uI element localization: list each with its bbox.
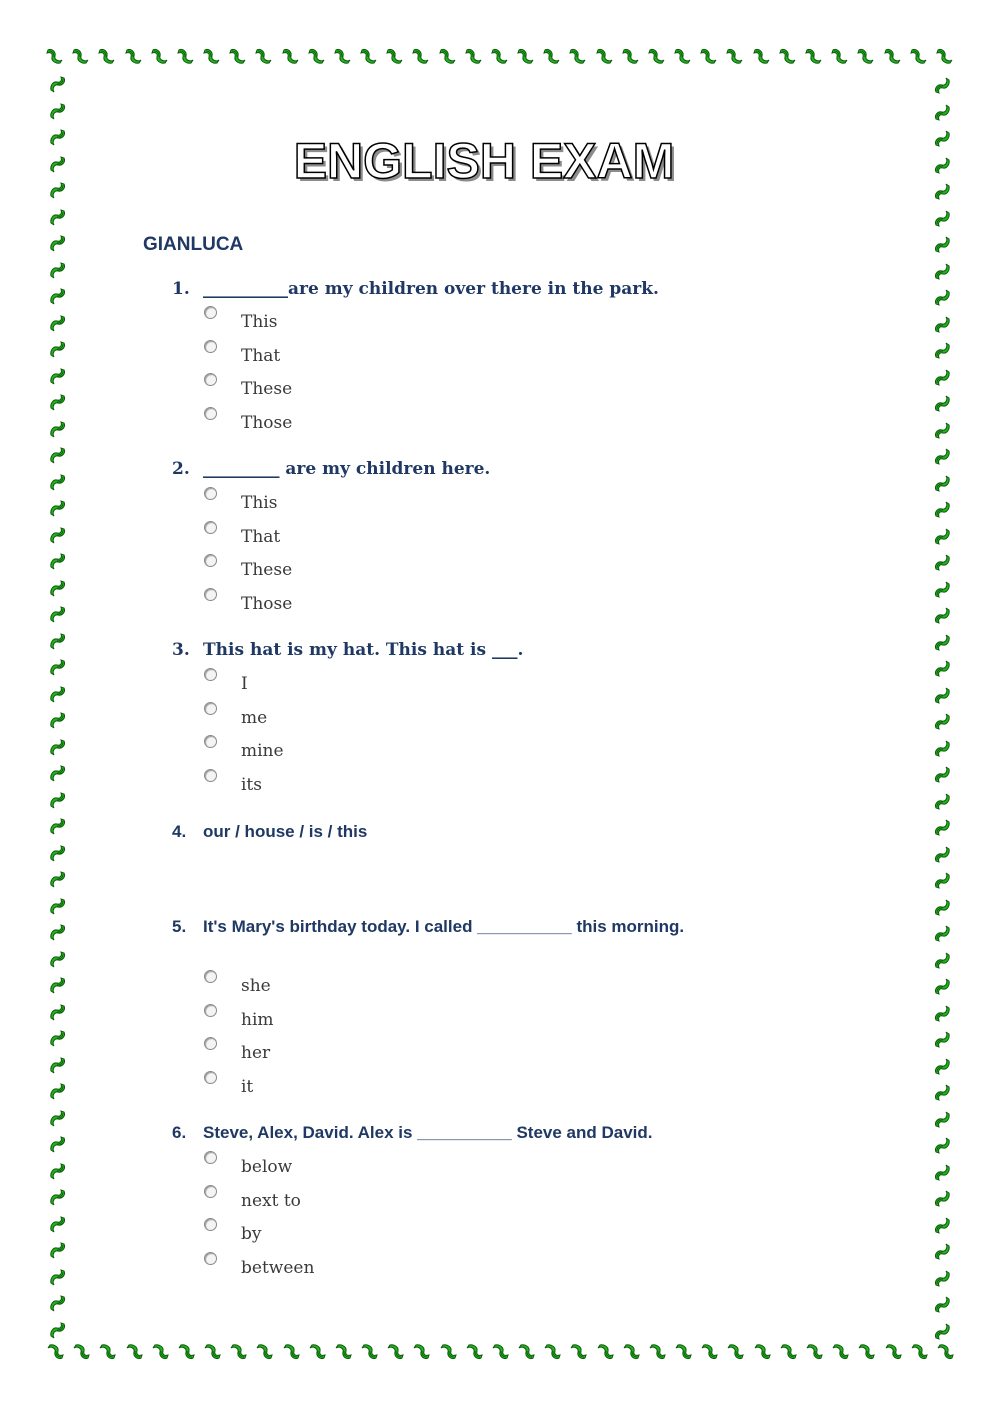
green-leaf-icon — [930, 737, 952, 759]
option-label: Those — [241, 412, 293, 433]
green-leaf-icon — [930, 1267, 952, 1289]
green-leaf-icon — [803, 1342, 825, 1364]
green-leaf-icon — [930, 1108, 952, 1130]
green-leaf-icon — [751, 44, 773, 66]
green-leaf-icon — [48, 339, 70, 361]
green-leaf-icon — [48, 790, 70, 812]
green-leaf-icon — [44, 44, 66, 66]
green-leaf-icon — [48, 1028, 70, 1050]
question-2 — [172, 459, 490, 479]
radio-button-icon[interactable] — [204, 1151, 217, 1164]
option-label: I — [241, 674, 248, 694]
green-leaf-icon — [410, 1342, 432, 1364]
green-leaf-icon — [930, 710, 952, 732]
green-leaf-icon — [930, 896, 952, 918]
question-3 — [172, 640, 523, 660]
green-leaf-icon — [48, 260, 70, 282]
green-leaf-icon — [930, 551, 952, 573]
question-number: 2. — [172, 459, 190, 479]
green-leaf-icon — [930, 949, 952, 971]
green-leaf-icon — [646, 1342, 668, 1364]
question-text: Steve, Alex, David. Alex is __________ Steve and David. — [203, 1123, 653, 1142]
green-leaf-icon — [463, 1342, 485, 1364]
green-leaf-icon — [48, 1161, 70, 1183]
green-leaf-icon — [855, 1342, 877, 1364]
option-label: its — [241, 774, 262, 795]
option-label: by — [241, 1224, 262, 1244]
radio-button-icon[interactable] — [204, 554, 217, 567]
question-2-options — [204, 487, 292, 621]
option-label: This — [241, 493, 278, 513]
green-leaf-icon — [930, 790, 952, 812]
green-leaf-icon — [930, 498, 952, 520]
green-leaf-icon — [358, 1342, 380, 1364]
green-leaf-icon — [594, 1342, 616, 1364]
green-leaf-icon — [48, 975, 70, 997]
green-leaf-icon — [930, 445, 952, 467]
green-leaf-icon — [332, 1342, 354, 1364]
question-number: 5. — [172, 917, 187, 936]
green-leaf-icon — [48, 1187, 70, 1209]
green-leaf-icon — [96, 44, 118, 66]
green-leaf-icon — [70, 44, 92, 66]
radio-button-icon[interactable] — [204, 1218, 217, 1231]
green-leaf-icon — [698, 44, 720, 66]
green-leaf-icon — [48, 631, 70, 653]
option-label: That — [241, 345, 281, 366]
green-leaf-icon — [48, 604, 70, 626]
question-number: 4. — [172, 822, 187, 841]
green-leaf-icon — [930, 684, 952, 706]
option-she[interactable] — [204, 970, 274, 1004]
radio-button-icon[interactable] — [204, 1037, 217, 1050]
green-leaf-icon — [930, 472, 952, 494]
green-leaf-icon — [620, 44, 642, 66]
radio-button-icon[interactable] — [204, 970, 217, 983]
green-leaf-icon — [567, 44, 589, 66]
green-leaf-icon — [358, 44, 380, 66]
radio-button-icon[interactable] — [204, 668, 217, 681]
green-leaf-icon — [48, 922, 70, 944]
option-it[interactable] — [204, 1071, 274, 1105]
green-leaf-icon — [149, 1342, 171, 1364]
option-label: it — [241, 1076, 254, 1097]
radio-button-icon[interactable] — [204, 306, 217, 319]
green-leaf-icon — [489, 44, 511, 66]
green-leaf-icon — [48, 1293, 70, 1315]
green-leaf-icon — [620, 1342, 642, 1364]
option-next-to[interactable] — [204, 1185, 314, 1219]
green-leaf-icon — [48, 286, 70, 308]
option-its[interactable] — [204, 769, 284, 803]
green-leaf-icon — [930, 816, 952, 838]
green-leaf-icon — [48, 896, 70, 918]
green-leaf-icon — [930, 1240, 952, 1262]
green-leaf-icon — [48, 843, 70, 865]
green-leaf-icon — [724, 1342, 746, 1364]
green-leaf-icon — [751, 1342, 773, 1364]
green-leaf-icon — [777, 1342, 799, 1364]
green-leaf-icon — [44, 1342, 66, 1364]
option-these[interactable] — [204, 373, 292, 407]
option-label: between — [241, 1257, 315, 1278]
green-leaf-icon — [930, 233, 952, 255]
green-leaf-icon — [384, 44, 406, 66]
green-leaf-icon — [306, 1342, 328, 1364]
option-label: me — [241, 707, 268, 728]
green-leaf-icon — [777, 44, 799, 66]
question-1-options — [204, 306, 292, 440]
green-leaf-icon — [930, 975, 952, 997]
green-leaf-icon — [437, 1342, 459, 1364]
option-this[interactable] — [204, 487, 292, 521]
green-leaf-icon — [930, 578, 952, 600]
green-leaf-icon — [489, 1342, 511, 1364]
green-leaf-icon — [930, 1161, 952, 1183]
green-leaf-icon — [253, 44, 275, 66]
green-leaf-icon — [48, 949, 70, 971]
green-leaf-icon — [280, 1342, 302, 1364]
green-leaf-icon — [48, 498, 70, 520]
green-leaf-icon — [908, 44, 930, 66]
radio-button-icon[interactable] — [204, 521, 217, 534]
green-leaf-icon — [930, 1134, 952, 1156]
question-5-options — [204, 970, 274, 1104]
green-leaf-icon — [829, 1342, 851, 1364]
green-leaf-icon — [934, 1342, 956, 1364]
green-leaf-icon — [882, 1342, 904, 1364]
green-leaf-icon — [930, 101, 952, 123]
green-leaf-icon — [698, 1342, 720, 1364]
green-leaf-icon — [332, 44, 354, 66]
green-leaf-icon — [70, 1342, 92, 1364]
green-leaf-icon — [930, 1187, 952, 1209]
option-label: These — [241, 379, 293, 399]
radio-button-icon[interactable] — [204, 407, 217, 420]
question-number: 1. — [172, 279, 190, 299]
green-leaf-icon — [930, 1320, 952, 1342]
option-label: Those — [241, 593, 293, 614]
radio-button-icon[interactable] — [204, 1185, 217, 1198]
green-leaf-icon — [48, 1108, 70, 1130]
green-leaf-icon — [48, 525, 70, 547]
green-leaf-icon — [930, 419, 952, 441]
green-leaf-icon — [410, 44, 432, 66]
option-label: These — [241, 560, 293, 580]
green-leaf-icon — [930, 843, 952, 865]
green-leaf-icon — [48, 1134, 70, 1156]
option-those[interactable] — [204, 588, 292, 622]
green-leaf-icon — [123, 44, 145, 66]
green-leaf-icon — [48, 763, 70, 785]
green-leaf-icon — [930, 286, 952, 308]
green-leaf-icon — [175, 44, 197, 66]
question-number: 6. — [172, 1123, 187, 1142]
radio-button-icon[interactable] — [204, 735, 217, 748]
green-leaf-icon — [930, 1214, 952, 1236]
green-leaf-icon — [48, 737, 70, 759]
question-4 — [172, 822, 367, 842]
green-leaf-icon — [48, 1267, 70, 1289]
green-leaf-icon — [48, 578, 70, 600]
option-label: her — [241, 1043, 271, 1063]
option-him[interactable] — [204, 1004, 274, 1038]
green-leaf-icon — [253, 1342, 275, 1364]
option-that[interactable] — [204, 340, 292, 374]
green-leaf-icon — [930, 339, 952, 361]
radio-button-icon[interactable] — [204, 1252, 217, 1265]
option-between[interactable] — [204, 1252, 314, 1286]
green-leaf-icon — [175, 1342, 197, 1364]
green-leaf-icon — [541, 44, 563, 66]
green-leaf-icon — [48, 74, 70, 96]
green-leaf-icon — [96, 1342, 118, 1364]
question-text: This hat is my hat. This hat is ___. — [203, 640, 524, 660]
green-leaf-icon — [48, 710, 70, 732]
green-leaf-icon — [48, 366, 70, 388]
option-me[interactable] — [204, 702, 284, 736]
green-leaf-icon — [672, 44, 694, 66]
green-leaf-icon — [48, 1214, 70, 1236]
question-number: 3. — [172, 640, 190, 660]
green-leaf-icon — [227, 44, 249, 66]
option-below[interactable] — [204, 1151, 314, 1185]
radio-button-icon[interactable] — [204, 1004, 217, 1017]
green-leaf-icon — [930, 366, 952, 388]
page-border-right — [926, 74, 956, 1342]
green-leaf-icon — [201, 1342, 223, 1364]
question-text: _________ are my children here. — [203, 459, 491, 479]
option-that[interactable] — [204, 521, 292, 555]
green-leaf-icon — [930, 604, 952, 626]
green-leaf-icon — [930, 763, 952, 785]
green-leaf-icon — [48, 816, 70, 838]
green-leaf-icon — [646, 44, 668, 66]
question-text: our / house / is / this — [203, 822, 368, 841]
green-leaf-icon — [227, 1342, 249, 1364]
option-label: she — [241, 976, 271, 996]
green-leaf-icon — [48, 1240, 70, 1262]
green-leaf-icon — [930, 313, 952, 335]
radio-button-icon[interactable] — [204, 702, 217, 715]
green-leaf-icon — [829, 44, 851, 66]
green-leaf-icon — [48, 472, 70, 494]
green-leaf-icon — [306, 44, 328, 66]
green-leaf-icon — [48, 657, 70, 679]
green-leaf-icon — [930, 1055, 952, 1077]
green-leaf-icon — [384, 1342, 406, 1364]
green-leaf-icon — [803, 44, 825, 66]
green-leaf-icon — [930, 1028, 952, 1050]
radio-button-icon[interactable] — [204, 588, 217, 601]
green-leaf-icon — [48, 101, 70, 123]
green-leaf-icon — [463, 44, 485, 66]
option-label: This — [241, 312, 278, 332]
green-leaf-icon — [930, 1002, 952, 1024]
option-these[interactable] — [204, 554, 292, 588]
green-leaf-icon — [930, 631, 952, 653]
radio-button-icon[interactable] — [204, 1071, 217, 1084]
question-text: It's Mary's birthday today. I called __________ this morning. — [203, 917, 685, 936]
green-leaf-icon — [123, 1342, 145, 1364]
question-3-options — [204, 668, 284, 802]
radio-button-icon[interactable] — [204, 373, 217, 386]
green-leaf-icon — [48, 551, 70, 573]
green-leaf-icon — [930, 922, 952, 944]
option-her[interactable] — [204, 1037, 274, 1071]
option-label: mine — [241, 741, 284, 761]
green-leaf-icon — [930, 260, 952, 282]
option-i[interactable] — [204, 668, 284, 702]
green-leaf-icon — [48, 392, 70, 414]
question-5 — [172, 917, 684, 937]
option-label: next to — [241, 1190, 301, 1211]
page-border-bottom — [44, 1342, 956, 1372]
green-leaf-icon — [280, 44, 302, 66]
green-leaf-icon — [930, 1081, 952, 1103]
radio-button-icon[interactable] — [204, 340, 217, 353]
green-leaf-icon — [48, 1002, 70, 1024]
option-this[interactable] — [204, 306, 292, 340]
question-1 — [172, 279, 659, 299]
green-leaf-icon — [930, 392, 952, 414]
question-text: __________are my children over there in the park. — [203, 279, 659, 299]
green-leaf-icon — [541, 1342, 563, 1364]
green-leaf-icon — [48, 419, 70, 441]
green-leaf-icon — [930, 207, 952, 229]
green-leaf-icon — [48, 869, 70, 891]
question-6-options — [204, 1151, 314, 1285]
green-leaf-icon — [594, 44, 616, 66]
green-leaf-icon — [672, 1342, 694, 1364]
option-by[interactable] — [204, 1218, 314, 1252]
page-border-top — [44, 44, 956, 74]
green-leaf-icon — [201, 44, 223, 66]
green-leaf-icon — [855, 44, 877, 66]
green-leaf-icon — [48, 1081, 70, 1103]
green-leaf-icon — [930, 657, 952, 679]
question-6 — [172, 1123, 653, 1143]
radio-button-icon[interactable] — [204, 769, 217, 782]
green-leaf-icon — [882, 44, 904, 66]
green-leaf-icon — [48, 1320, 70, 1342]
option-those[interactable] — [204, 407, 292, 441]
green-leaf-icon — [930, 1293, 952, 1315]
green-leaf-icon — [930, 525, 952, 547]
green-leaf-icon — [908, 1342, 930, 1364]
green-leaf-icon — [515, 1342, 537, 1364]
green-leaf-icon — [934, 44, 956, 66]
exam-title: ENGLISH EXAM — [293, 133, 675, 189]
green-leaf-icon — [437, 44, 459, 66]
green-leaf-icon — [724, 44, 746, 66]
green-leaf-icon — [48, 207, 70, 229]
option-label: him — [241, 1009, 274, 1030]
green-leaf-icon — [515, 44, 537, 66]
green-leaf-icon — [149, 44, 171, 66]
radio-button-icon[interactable] — [204, 487, 217, 500]
green-leaf-icon — [48, 684, 70, 706]
green-leaf-icon — [930, 869, 952, 891]
green-leaf-icon — [48, 445, 70, 467]
option-label: below — [241, 1157, 293, 1177]
green-leaf-icon — [567, 1342, 589, 1364]
green-leaf-icon — [930, 74, 952, 96]
student-name: GIANLUCA — [143, 234, 244, 255]
green-leaf-icon — [48, 233, 70, 255]
page-border-left — [44, 74, 74, 1342]
option-label: That — [241, 526, 281, 547]
option-mine[interactable] — [204, 735, 284, 769]
green-leaf-icon — [48, 1055, 70, 1077]
green-leaf-icon — [48, 313, 70, 335]
